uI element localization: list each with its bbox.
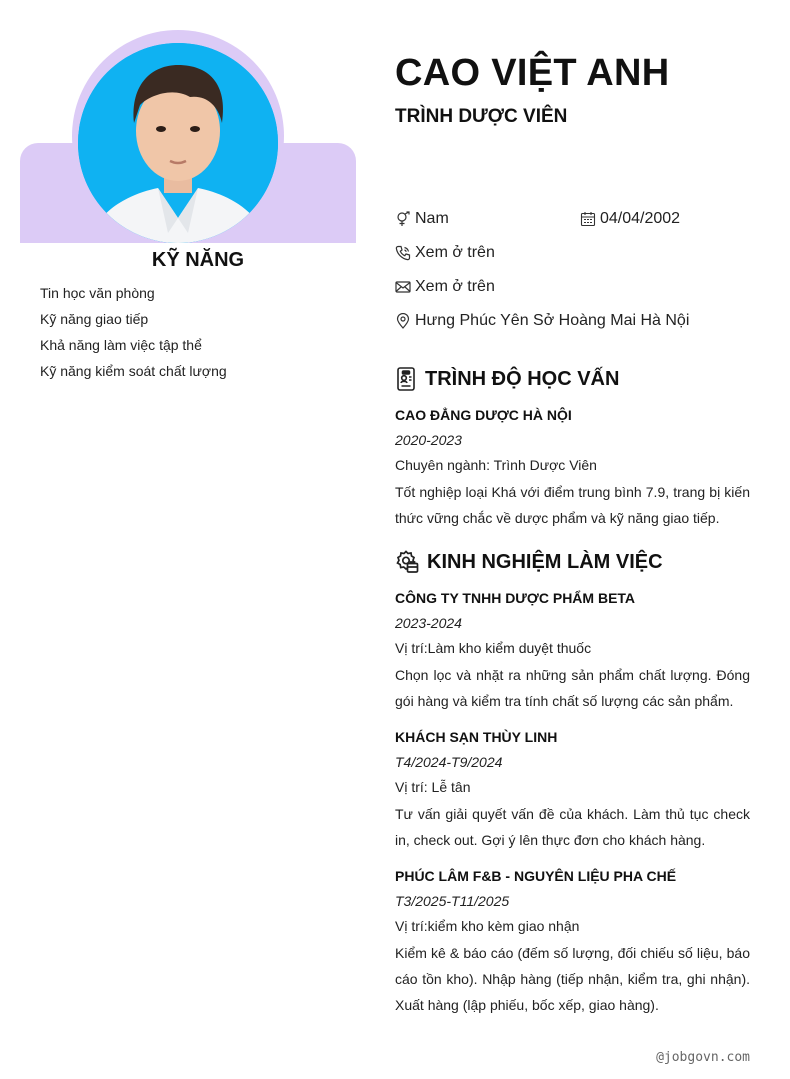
skills-heading: KỸ NĂNG	[151, 249, 245, 271]
job-period: 2023-2024	[395, 615, 462, 631]
company-name: CÔNG TY TNHH DƯỢC PHẨM BETA	[395, 590, 636, 606]
watermark: @jobgovn.com	[656, 1050, 750, 1065]
phone-icon	[395, 245, 411, 261]
company-name: KHÁCH SẠN THÙY LINH	[395, 729, 558, 745]
gender-value: Nam	[415, 210, 449, 227]
phone-value: Xem ở trên	[415, 244, 495, 261]
job-description: Tư vấn giải quyết vấn đề của khách. Làm thủ tục check in, check out. Gợi ý lên thực đơn cho khách hàng.	[395, 806, 750, 848]
job-description: Chọn lọc và nhặt ra những sản phẩm chất lượng. Đóng gói hàng và kiểm tra tính chất số lượng các sản phẩm.	[395, 667, 750, 709]
phone-info	[395, 244, 495, 262]
skill-item: Kỹ năng kiểm soát chất lượng	[40, 363, 227, 379]
email-value: Xem ở trên	[415, 278, 495, 295]
job-position: Vị trí:Làm kho kiểm duyệt thuốc	[395, 640, 592, 656]
address-value: Hưng Phúc Yên Sở Hoàng Mai Hà Nội	[415, 312, 690, 329]
job-period: T3/2025-T11/2025	[395, 893, 510, 909]
email-info	[395, 278, 495, 296]
birthdate-info	[580, 210, 680, 228]
experience-heading	[395, 550, 663, 574]
company-name: PHÚC LÂM F&B - NGUYÊN LIỆU PHA CHẾ	[395, 868, 677, 884]
skill-item: Tin học văn phòng	[40, 285, 155, 301]
skills-list	[40, 283, 227, 387]
education-description: Tốt nghiệp loại Khá với điểm trung bình 7.9, trang bị kiến thức vững chắc về dược phẩm và kỹ năng giao tiếp.	[395, 484, 750, 526]
education-major: Chuyên ngành: Trình Dược Viên	[395, 457, 597, 473]
job-description: Kiểm kê & báo cáo (đếm số lượng, đối chiếu số liệu, báo cáo tồn kho). Nhập hàng (tiếp nhận, kiểm tra, ghi nhận). Xuất hàng (lập phiếu, bốc xếp, giao hàng).	[395, 945, 750, 1013]
gender-info	[395, 210, 449, 228]
job-title: TRÌNH DƯỢC VIÊN	[395, 106, 568, 127]
gender-icon	[395, 211, 411, 227]
email-icon	[395, 279, 411, 295]
school-name: CAO ĐẲNG DƯỢC HÀ NỘI	[395, 407, 572, 423]
education-heading	[395, 367, 619, 391]
job-position: Vị trí: Lễ tân	[395, 779, 471, 795]
experience-title: KINH NGHIỆM LÀM VIỆC	[427, 550, 663, 573]
experience-entry	[395, 588, 750, 714]
skill-item: Kỹ năng giao tiếp	[40, 311, 149, 327]
experience-icon	[395, 550, 419, 574]
job-position: Vị trí:kiểm kho kèm giao nhận	[395, 918, 580, 934]
candidate-name: CAO VIỆT ANH	[395, 52, 670, 94]
experience-entry	[395, 727, 750, 853]
education-entry	[395, 405, 750, 531]
avatar	[78, 43, 278, 243]
calendar-icon	[580, 211, 596, 227]
experience-entry	[395, 866, 750, 1018]
education-title: TRÌNH ĐỘ HỌC VẤN	[425, 367, 620, 390]
education-period: 2020-2023	[395, 432, 462, 448]
education-icon	[395, 367, 417, 391]
skill-item: Khả năng làm việc tập thể	[40, 337, 202, 353]
birthdate-value: 04/04/2002	[600, 210, 681, 227]
address-info	[395, 312, 689, 330]
job-period: T4/2024-T9/2024	[395, 754, 503, 770]
location-icon	[395, 313, 411, 329]
